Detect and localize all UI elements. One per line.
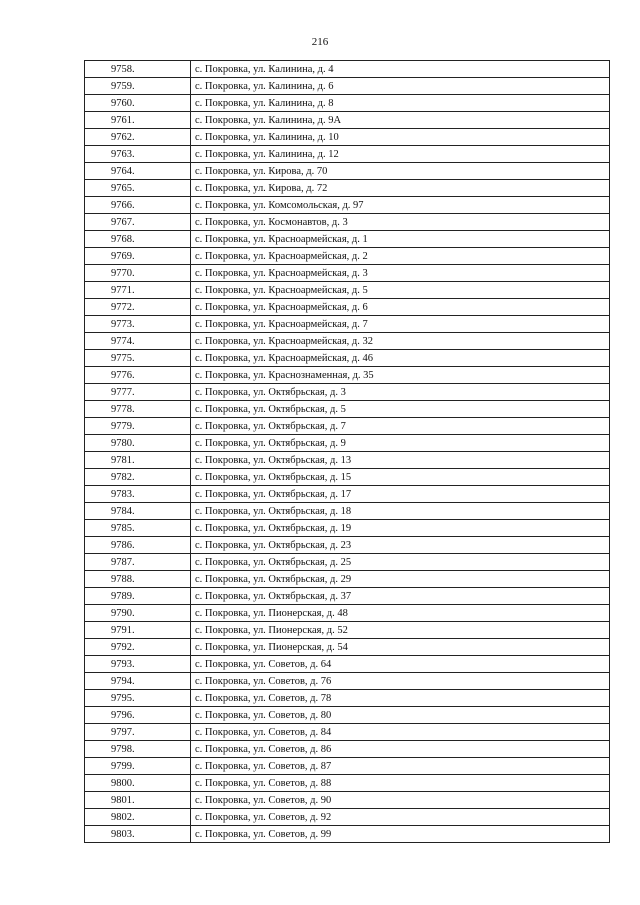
row-number-cell: 9790.: [85, 605, 191, 622]
table-row: [85, 197, 610, 214]
table-row: [85, 316, 610, 333]
row-number-cell: 9791.: [85, 622, 191, 639]
address-cell: с. Покровка, ул. Калинина, д. 8: [191, 95, 610, 112]
table-row: [85, 401, 610, 418]
table-row: [85, 384, 610, 401]
address-cell: с. Покровка, ул. Октябрьская, д. 5: [191, 401, 610, 418]
address-cell: с. Покровка, ул. Красноармейская, д. 7: [191, 316, 610, 333]
table-row: [85, 129, 610, 146]
table-row: [85, 231, 610, 248]
table-row: [85, 673, 610, 690]
address-cell: с. Покровка, ул. Октябрьская, д. 17: [191, 486, 610, 503]
row-number-cell: 9777.: [85, 384, 191, 401]
address-cell: с. Покровка, ул. Советов, д. 99: [191, 826, 610, 843]
table-row: [85, 792, 610, 809]
table-row: [85, 418, 610, 435]
address-cell: с. Покровка, ул. Пионерская, д. 48: [191, 605, 610, 622]
row-number-cell: 9796.: [85, 707, 191, 724]
row-number-cell: 9802.: [85, 809, 191, 826]
table-row: [85, 469, 610, 486]
row-number-cell: 9801.: [85, 792, 191, 809]
table-row: [85, 707, 610, 724]
address-cell: с. Покровка, ул. Космонавтов, д. 3: [191, 214, 610, 231]
table-row: [85, 537, 610, 554]
address-cell: с. Покровка, ул. Калинина, д. 12: [191, 146, 610, 163]
row-number-cell: 9765.: [85, 180, 191, 197]
address-cell: с. Покровка, ул. Октябрьская, д. 19: [191, 520, 610, 537]
table-row: [85, 639, 610, 656]
table-row: [85, 248, 610, 265]
table-row: [85, 826, 610, 843]
address-cell: с. Покровка, ул. Советов, д. 87: [191, 758, 610, 775]
address-cell: с. Покровка, ул. Кирова, д. 70: [191, 163, 610, 180]
address-cell: с. Покровка, ул. Советов, д. 92: [191, 809, 610, 826]
row-number-cell: 9771.: [85, 282, 191, 299]
address-cell: с. Покровка, ул. Кирова, д. 72: [191, 180, 610, 197]
table-row: [85, 95, 610, 112]
row-number-cell: 9783.: [85, 486, 191, 503]
row-number-cell: 9775.: [85, 350, 191, 367]
address-cell: с. Покровка, ул. Октябрьская, д. 7: [191, 418, 610, 435]
address-cell: с. Покровка, ул. Октябрьская, д. 29: [191, 571, 610, 588]
row-number-cell: 9773.: [85, 316, 191, 333]
row-number-cell: 9763.: [85, 146, 191, 163]
row-number-cell: 9758.: [85, 61, 191, 78]
address-cell: с. Покровка, ул. Красноармейская, д. 3: [191, 265, 610, 282]
table-row: [85, 214, 610, 231]
table-row: [85, 282, 610, 299]
row-number-cell: 9797.: [85, 724, 191, 741]
address-cell: с. Покровка, ул. Октябрьская, д. 18: [191, 503, 610, 520]
row-number-cell: 9782.: [85, 469, 191, 486]
row-number-cell: 9780.: [85, 435, 191, 452]
row-number-cell: 9760.: [85, 95, 191, 112]
table-row: [85, 350, 610, 367]
address-cell: с. Покровка, ул. Октябрьская, д. 9: [191, 435, 610, 452]
table-row: [85, 486, 610, 503]
address-cell: с. Покровка, ул. Советов, д. 86: [191, 741, 610, 758]
row-number-cell: 9803.: [85, 826, 191, 843]
address-cell: с. Покровка, ул. Пионерская, д. 54: [191, 639, 610, 656]
table-row: [85, 452, 610, 469]
address-cell: с. Покровка, ул. Октябрьская, д. 3: [191, 384, 610, 401]
address-cell: с. Покровка, ул. Октябрьская, д. 37: [191, 588, 610, 605]
address-cell: с. Покровка, ул. Красноармейская, д. 32: [191, 333, 610, 350]
table-row: [85, 333, 610, 350]
row-number-cell: 9794.: [85, 673, 191, 690]
table-row: [85, 520, 610, 537]
row-number-cell: 9781.: [85, 452, 191, 469]
address-cell: с. Покровка, ул. Советов, д. 84: [191, 724, 610, 741]
row-number-cell: 9779.: [85, 418, 191, 435]
table-row: [85, 656, 610, 673]
page-number: 216: [311, 36, 329, 48]
table-row: [85, 758, 610, 775]
address-cell: с. Покровка, ул. Советов, д. 80: [191, 707, 610, 724]
table-row: [85, 690, 610, 707]
table-row: [85, 622, 610, 639]
table-row: [85, 741, 610, 758]
table-row: [85, 180, 610, 197]
table-row: [85, 571, 610, 588]
row-number-cell: 9799.: [85, 758, 191, 775]
table-row: [85, 163, 610, 180]
address-cell: с. Покровка, ул. Красноармейская, д. 5: [191, 282, 610, 299]
address-cell: с. Покровка, ул. Калинина, д. 9А: [191, 112, 610, 129]
row-number-cell: 9764.: [85, 163, 191, 180]
row-number-cell: 9768.: [85, 231, 191, 248]
address-cell: с. Покровка, ул. Октябрьская, д. 25: [191, 554, 610, 571]
address-cell: с. Покровка, ул. Советов, д. 76: [191, 673, 610, 690]
row-number-cell: 9766.: [85, 197, 191, 214]
table-row: [85, 724, 610, 741]
address-table: [84, 60, 610, 843]
row-number-cell: 9798.: [85, 741, 191, 758]
row-number-cell: 9772.: [85, 299, 191, 316]
row-number-cell: 9759.: [85, 78, 191, 95]
row-number-cell: 9770.: [85, 265, 191, 282]
address-cell: с. Покровка, ул. Советов, д. 88: [191, 775, 610, 792]
row-number-cell: 9769.: [85, 248, 191, 265]
row-number-cell: 9785.: [85, 520, 191, 537]
table-row: [85, 554, 610, 571]
address-cell: с. Покровка, ул. Комсомольская, д. 97: [191, 197, 610, 214]
address-cell: с. Покровка, ул. Краснознаменная, д. 35: [191, 367, 610, 384]
row-number-cell: 9762.: [85, 129, 191, 146]
row-number-cell: 9795.: [85, 690, 191, 707]
table-row: [85, 61, 610, 78]
address-cell: с. Покровка, ул. Калинина, д. 10: [191, 129, 610, 146]
row-number-cell: 9793.: [85, 656, 191, 673]
row-number-cell: 9784.: [85, 503, 191, 520]
table-row: [85, 299, 610, 316]
table-row: [85, 588, 610, 605]
table-row: [85, 78, 610, 95]
row-number-cell: 9789.: [85, 588, 191, 605]
address-cell: с. Покровка, ул. Красноармейская, д. 2: [191, 248, 610, 265]
address-cell: с. Покровка, ул. Калинина, д. 6: [191, 78, 610, 95]
row-number-cell: 9800.: [85, 775, 191, 792]
row-number-cell: 9778.: [85, 401, 191, 418]
address-cell: с. Покровка, ул. Пионерская, д. 52: [191, 622, 610, 639]
row-number-cell: 9786.: [85, 537, 191, 554]
address-cell: с. Покровка, ул. Октябрьская, д. 23: [191, 537, 610, 554]
address-cell: с. Покровка, ул. Калинина, д. 4: [191, 61, 610, 78]
row-number-cell: 9767.: [85, 214, 191, 231]
table-row: [85, 435, 610, 452]
address-cell: с. Покровка, ул. Красноармейская, д. 46: [191, 350, 610, 367]
table-row: [85, 146, 610, 163]
table-row: [85, 112, 610, 129]
table-row: [85, 775, 610, 792]
table-row: [85, 367, 610, 384]
row-number-cell: 9774.: [85, 333, 191, 350]
address-cell: с. Покровка, ул. Красноармейская, д. 6: [191, 299, 610, 316]
table-row: [85, 503, 610, 520]
row-number-cell: 9792.: [85, 639, 191, 656]
address-cell: с. Покровка, ул. Красноармейская, д. 1: [191, 231, 610, 248]
address-cell: с. Покровка, ул. Октябрьская, д. 15: [191, 469, 610, 486]
row-number-cell: 9776.: [85, 367, 191, 384]
address-cell: с. Покровка, ул. Советов, д. 78: [191, 690, 610, 707]
table-row: [85, 809, 610, 826]
address-cell: с. Покровка, ул. Октябрьская, д. 13: [191, 452, 610, 469]
row-number-cell: 9761.: [85, 112, 191, 129]
table-row: [85, 605, 610, 622]
table-body: [85, 61, 610, 843]
row-number-cell: 9788.: [85, 571, 191, 588]
row-number-cell: 9787.: [85, 554, 191, 571]
table-row: [85, 265, 610, 282]
address-cell: с. Покровка, ул. Советов, д. 64: [191, 656, 610, 673]
address-cell: с. Покровка, ул. Советов, д. 90: [191, 792, 610, 809]
